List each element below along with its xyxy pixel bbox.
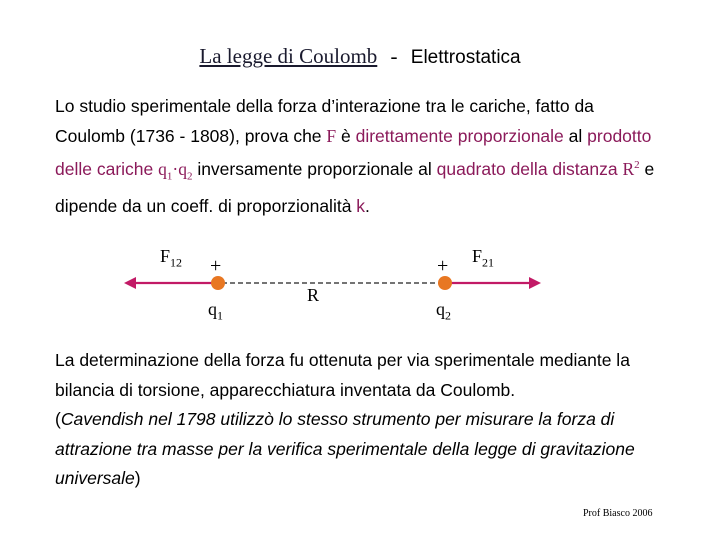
open-paren: ( <box>55 409 61 429</box>
title-separator: - <box>390 44 398 68</box>
highlight-direct-proportional: direttamente proporzionale <box>355 125 564 146</box>
charge-product-formula: $q_1\cdot q_2$ <box>158 158 193 183</box>
torsion-text: La determinazione della forza fu ottenuta per via sperimentale mediante la bilancia di torsione, apparecchiatura inventata da Coulomb. <box>55 350 630 400</box>
constant-k: k <box>356 195 366 216</box>
highlight-charge-product: prodotto delle cariche <box>55 125 652 179</box>
label-q1: $q_1$ <box>208 299 223 323</box>
intro-text-4: inversamente proporzionale al <box>192 158 437 179</box>
plus-sign-1: + <box>210 255 222 277</box>
label-f21: $F_{21}$ <box>472 246 495 270</box>
arrow-left-head <box>124 277 136 289</box>
slide-title <box>0 44 720 69</box>
torsion-paragraph <box>55 346 670 494</box>
intro-text-3: al <box>563 125 588 146</box>
intro-text-2: è <box>336 125 356 146</box>
label-distance-r: R <box>307 285 320 305</box>
label-q2: $q_2$ <box>436 299 451 323</box>
intro-text-1: Lo studio sperimentale della forza d’interazione tra le cariche, fatto da Coulomb (1736 - 1808), prova che <box>55 96 594 146</box>
author-credit: Prof Biasco 2006 <box>583 508 653 519</box>
title-main: La legge di Coulomb <box>199 44 378 68</box>
distance-squared-formula: $R^2$ <box>622 158 640 179</box>
title-subtitle: Elettrostatica <box>410 47 521 68</box>
intro-text-6: . <box>365 195 370 216</box>
diagram-drawing <box>0 235 720 335</box>
charge-q2 <box>438 276 452 290</box>
coulomb-diagram <box>0 235 720 335</box>
close-paren: ) <box>134 468 141 488</box>
intro-paragraph <box>55 92 665 221</box>
plus-sign-2: + <box>437 255 449 277</box>
highlight-distance-square: quadrato della distanza <box>436 158 618 179</box>
charge-q1 <box>211 276 225 290</box>
cavendish-note: Cavendish nel 1798 utilizzò lo stesso strumento per misurare la forza di attrazione tra masse per la verifica sperimentale della legge di gravitazione universale <box>55 409 635 488</box>
arrow-right-head <box>529 277 541 289</box>
label-f12: $F_{12}$ <box>160 246 183 270</box>
intro-text-5: e dipende da un coeff. di proporzionalità <box>55 158 655 216</box>
force-symbol: F <box>326 125 337 146</box>
